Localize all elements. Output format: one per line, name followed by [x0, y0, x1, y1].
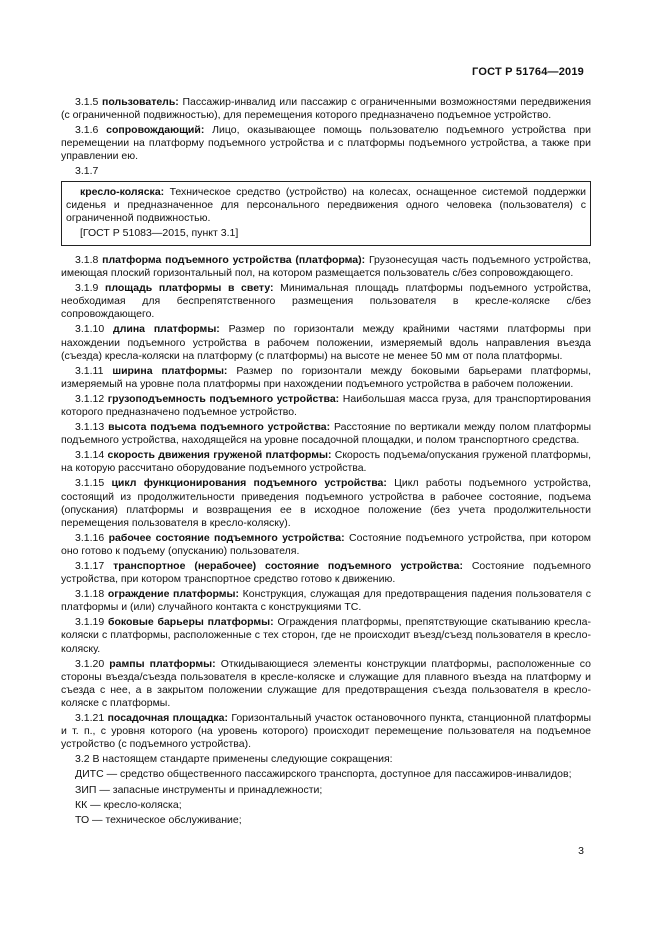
abbreviation-item: ТО — техническое обслуживание;	[75, 813, 242, 826]
definition-text: Размер по горизонтали между крайними частями платформы при нахождении подъемного устройства в рабочем положении, измеряемый вдоль направления въезда (съезда) кресла-коляски на платформу (с платформы) на высоте не менее 50 мм от пола платформы.	[61, 323, 592, 362]
definition-text: Состояние подъемного устройства, при котором оно готово к подъему (опусканию) пользователя.	[61, 531, 592, 557]
definition-item	[61, 323, 591, 362]
definition-text: Ограждения платформы, препятствующие скатыванию кресла-коляски с платформы, расположенные с тех сторон, где не происходит въезд/съезд пользователя в кресло-коляску.	[61, 616, 592, 655]
definition-item	[61, 658, 591, 710]
standard-header: ГОСТ Р 51764—2019	[472, 66, 584, 78]
clause-number: 3.1.19	[75, 616, 105, 629]
abbreviations-list	[61, 768, 591, 826]
definition-text: Грузонесущая часть подъемного устройства, имеющая плоский горизонтальный пол, на котором размещается пользователь с/без сопровождающего.	[61, 253, 592, 280]
clause-number: 3.1.10	[75, 323, 105, 336]
clause-number: 3.1.16	[75, 531, 105, 544]
definition-item	[61, 588, 591, 614]
abbreviations-intro: 3.2 В настоящем стандарте применены следующие сокращения:	[75, 753, 393, 766]
clause-number: 3.1.9	[75, 282, 99, 295]
clause-number: 3.1.17	[75, 560, 105, 572]
term: кресло-коляска:	[80, 185, 165, 198]
term: цикл функционирования подъемного устройства:	[111, 477, 387, 490]
definition-item	[61, 477, 591, 529]
definition-item	[61, 560, 591, 586]
definition-text: Лицо, оказывающее помощь пользователю подъемного устройства при перемещении на платформу подъемного устройства и с платформы подъемного устройства, а также при управлении ею.	[61, 124, 592, 163]
term: площадь платформы в свету:	[105, 282, 274, 295]
clause-number: 3.1.12	[75, 392, 105, 405]
definition-text: Наибольшая масса груза, для транспортирования которого предназначено подъемное устройство.	[61, 392, 591, 418]
term: длина платформы:	[113, 323, 220, 336]
term: грузоподъемность подъемного устройства:	[107, 392, 340, 405]
definition-3-1-7-number: 3.1.7	[75, 165, 99, 178]
definition-item	[61, 449, 591, 475]
definition-text: Скорость подъема/опускания груженой платформы, на которую рассчитано оборудование подъемного устройства.	[61, 449, 591, 475]
definition-text: Откидывающиеся элементы конструкции платформы, расположенные со стороны въезда/съезда пользователя в кресле-коляске и служащие для плавного въезда на платформу и съезда с нее, а в закрытом положении служащие для предотвращения съезда пользователя в кресло-коляске с платформы.	[61, 657, 592, 709]
term: рампы платформы:	[109, 657, 216, 670]
definition-text: Горизонтальный участок остановочного пункта, станционной платформы и т. п., с уровня которого (на уровень которого) происходит перемещение пользователя на подъемное устройство (с подъемного устройства).	[61, 712, 592, 751]
page-content	[61, 96, 591, 829]
definition-text: Конструкция, служащая для предотвращения падения пользователя с платформы и (или) случайного контакта с конструкциями ТС.	[61, 588, 591, 614]
term: сопровождающий:	[106, 124, 205, 137]
abbreviation-item: КК — кресло-коляска;	[75, 798, 182, 811]
definition-text: Размер по горизонтали между боковыми барьерами платформы, измеряемый на уровне пола платформы при нахождении подъемного устройства в рабочем положении.	[61, 364, 591, 390]
definition-item	[61, 365, 591, 391]
definition-item	[61, 616, 591, 655]
term: ограждение платформы:	[107, 588, 239, 601]
definition-3-1-5	[61, 96, 591, 122]
clause-number: 3.1.15	[75, 477, 105, 490]
definition-item	[61, 532, 591, 558]
term: рабочее состояние подъемного устройства:	[108, 531, 345, 544]
clause-number: 3.1.21	[75, 712, 105, 725]
term: ширина платформы:	[112, 364, 228, 377]
quoted-definition-box	[61, 181, 591, 246]
term: боковые барьеры платформы:	[108, 616, 274, 629]
clause-number: 3.1.6	[75, 124, 99, 137]
definition-text: Пассажир-инвалид или пассажир с ограниченными возможностями передвижения (с ограниченной подвижностью), для перемещения которого предназначено подъемное устройство.	[61, 96, 592, 122]
clause-number: 3.1.18	[75, 588, 105, 601]
term: платформа подъемного устройства (платформа):	[102, 253, 366, 266]
term: высота подъема подъемного устройства:	[108, 421, 331, 434]
definition-item	[61, 393, 591, 419]
definition-3-1-7	[66, 186, 586, 225]
source-reference: [ГОСТ Р 51083—2015, пункт 3.1]	[80, 226, 239, 239]
definition-text: Состояние подъемного устройства, при котором транспортное средство готово к движению.	[61, 560, 592, 586]
clause-number: 3.1.8	[75, 253, 99, 266]
abbreviation-item: ДИТС — средство общественного пассажирского транспорта, доступное для пассажиров-инвалидов;	[75, 768, 572, 781]
definition-text: Техническое средство (устройство) на колесах, оснащенное системой поддержки сиденья и предназначенное для персонального передвижения одного человека (пользователя) с ограниченной подвижностью.	[66, 185, 586, 224]
definition-item	[61, 282, 591, 321]
term: пользователь:	[102, 96, 179, 108]
abbreviation-item: ЗИП — запасные инструменты и принадлежности;	[75, 783, 323, 796]
term: посадочная площадка:	[107, 712, 228, 725]
definition-text: Расстояние по вертикали между полом платформы подъемного устройства, находящейся на уровне посадочной площадки, и полом транспортного средства.	[61, 421, 591, 447]
definition-item	[61, 254, 591, 280]
clause-number: 3.1.20	[75, 657, 105, 670]
definition-item	[61, 421, 591, 447]
definition-text: Цикл работы подъемного устройства, состоящий из продолжительности приведения подъемного устройства в рабочее состояние, подъема (опускания) платформы и возвращения ее в исходное положение (без учета продолжительности перемещения пользователя в кресло-коляску).	[61, 477, 591, 529]
term: транспортное (нерабочее) состояние подъемного устройства:	[113, 560, 463, 572]
definitions-list	[61, 254, 591, 751]
definition-3-1-6	[61, 124, 591, 163]
definition-text: Минимальная площадь платформы подъемного устройства, необходимая для беспрепятственного размещения пользователя в кресле-коляске с/без сопровождающего.	[61, 282, 592, 321]
definition-item	[61, 712, 591, 751]
clause-number: 3.1.14	[75, 449, 105, 462]
term: скорость движения груженой платформы:	[107, 449, 332, 462]
clause-number: 3.1.5	[75, 96, 99, 108]
page-number: 3	[578, 845, 584, 857]
clause-number: 3.1.11	[75, 364, 104, 377]
clause-number: 3.1.13	[75, 421, 105, 434]
